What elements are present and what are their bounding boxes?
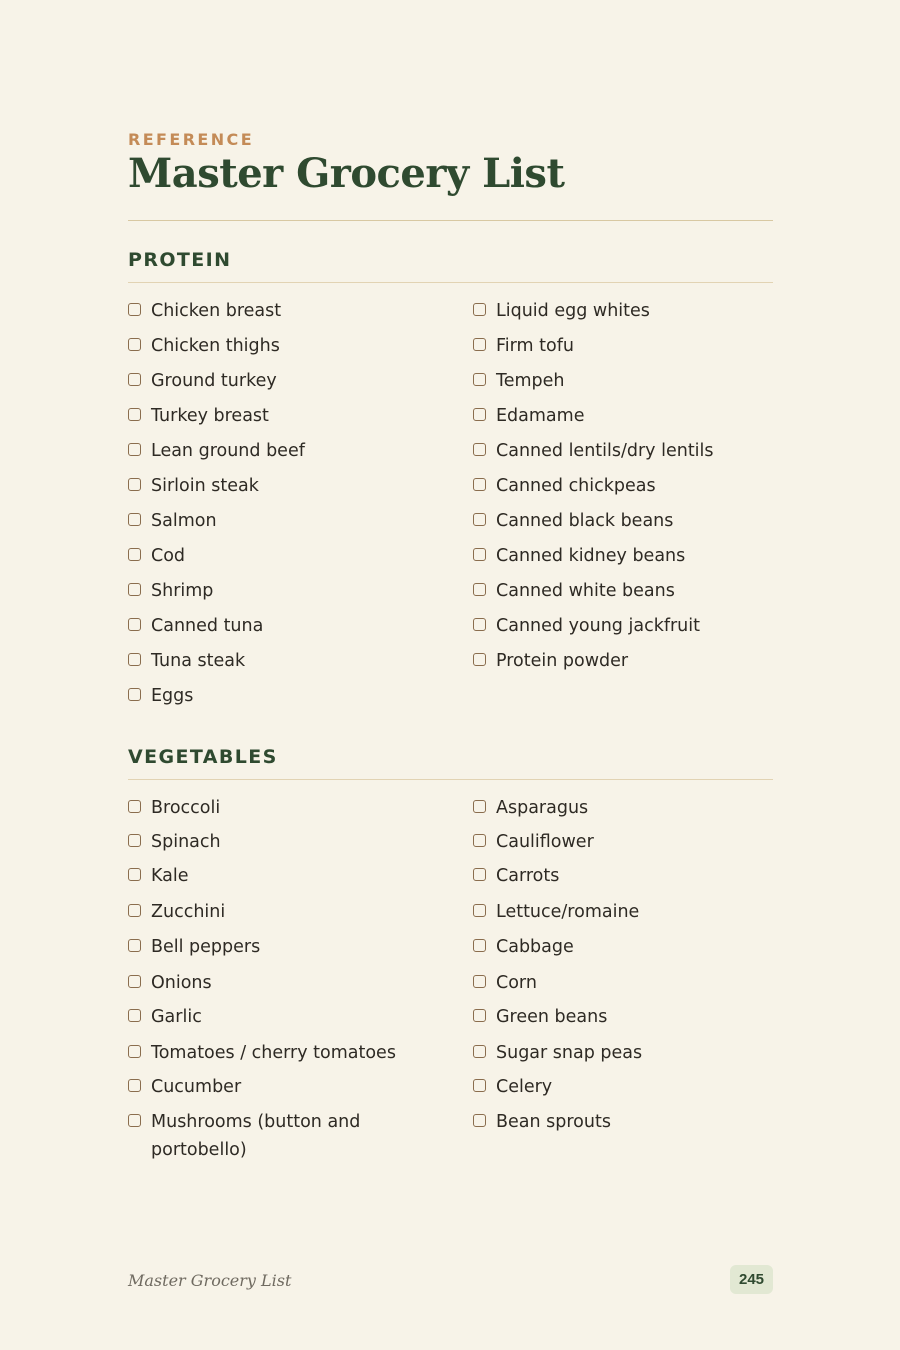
checkbox[interactable] — [473, 800, 486, 813]
item-label: Bean sprouts — [496, 1112, 611, 1132]
checkbox[interactable] — [128, 408, 141, 421]
item-label: Tempeh — [496, 371, 565, 391]
item-label: Cod — [151, 546, 186, 566]
checkbox[interactable] — [473, 904, 486, 917]
checkbox[interactable] — [473, 583, 486, 596]
checkbox[interactable] — [128, 1045, 141, 1058]
checkbox[interactable] — [128, 618, 141, 631]
item-label: Bell peppers — [151, 937, 261, 957]
item-label: Green beans — [496, 1007, 608, 1027]
checkbox[interactable] — [473, 834, 486, 847]
checkbox[interactable] — [128, 653, 141, 666]
protein-columns — [128, 297, 773, 777]
checkbox[interactable] — [473, 975, 486, 988]
checklist-item[interactable] — [473, 1003, 793, 1031]
eyebrow-label: REFERENCE — [128, 130, 255, 149]
checklist-item[interactable] — [473, 969, 793, 997]
item-label: Canned white beans — [496, 581, 675, 601]
item-label: Onions — [151, 973, 212, 993]
checkbox[interactable] — [128, 1079, 141, 1092]
checklist-item[interactable] — [128, 647, 448, 675]
checklist-item[interactable] — [128, 794, 448, 822]
checklist-item[interactable] — [128, 1073, 448, 1101]
item-label: Asparagus — [496, 798, 589, 818]
checklist-item[interactable] — [473, 1108, 793, 1136]
checkbox[interactable] — [473, 1114, 486, 1127]
item-label: Turkey breast — [151, 406, 269, 426]
checklist-item[interactable] — [473, 1073, 793, 1101]
checkbox[interactable] — [128, 975, 141, 988]
checkbox[interactable] — [128, 583, 141, 596]
item-label: Chicken breast — [151, 301, 282, 321]
checklist-item[interactable] — [473, 647, 793, 675]
item-label: Firm tofu — [496, 336, 574, 356]
checklist-item[interactable] — [473, 402, 793, 430]
item-label: Canned kidney beans — [496, 546, 686, 566]
checklist-item[interactable] — [128, 612, 448, 640]
checklist-item[interactable] — [128, 969, 448, 997]
item-label: Broccoli — [151, 798, 221, 818]
checkbox[interactable] — [473, 408, 486, 421]
vegetables-section — [128, 745, 773, 1274]
checkbox[interactable] — [473, 303, 486, 316]
item-label: Shrimp — [151, 581, 214, 601]
checklist-item[interactable] — [473, 577, 793, 605]
checkbox[interactable] — [128, 373, 141, 386]
checklist-item[interactable] — [473, 332, 793, 360]
page-title: Master Grocery List — [128, 150, 565, 197]
section-divider — [128, 282, 773, 283]
item-label: Spinach — [151, 832, 221, 852]
item-label: Salmon — [151, 511, 217, 531]
checklist-item[interactable] — [128, 437, 448, 465]
checkbox[interactable] — [473, 443, 486, 456]
item-label: Carrots — [496, 866, 560, 886]
checkbox[interactable] — [128, 548, 141, 561]
checklist-item[interactable] — [473, 367, 793, 395]
section-divider — [128, 779, 773, 780]
checkbox[interactable] — [128, 834, 141, 847]
checklist-item[interactable] — [473, 794, 793, 822]
page-number-badge: 245 — [730, 1265, 773, 1294]
checkbox[interactable] — [473, 868, 486, 881]
section-title: PROTEIN — [128, 249, 232, 271]
item-label: Chicken thighs — [151, 336, 280, 356]
item-label: Canned lentils/dry lentils — [496, 441, 714, 461]
checkbox[interactable] — [128, 478, 141, 491]
item-label: Canned chickpeas — [496, 476, 656, 496]
checkbox[interactable] — [473, 373, 486, 386]
checkbox[interactable] — [473, 513, 486, 526]
item-label: Garlic — [151, 1007, 202, 1027]
checkbox[interactable] — [473, 1045, 486, 1058]
checkbox[interactable] — [473, 1009, 486, 1022]
checkbox[interactable] — [128, 800, 141, 813]
item-label: Sugar snap peas — [496, 1043, 643, 1063]
page — [128, 0, 773, 1350]
checklist-item[interactable] — [128, 542, 448, 570]
checklist-item[interactable] — [128, 402, 448, 430]
item-label: Kale — [151, 866, 189, 886]
section-title: VEGETABLES — [128, 746, 278, 768]
checklist-item[interactable] — [128, 577, 448, 605]
checkbox[interactable] — [128, 939, 141, 952]
protein-section — [128, 248, 773, 777]
checkbox[interactable] — [128, 1009, 141, 1022]
item-label: Canned young jackfruit — [496, 616, 700, 636]
checklist-item[interactable] — [128, 682, 448, 710]
item-label: Lean ground beef — [151, 441, 305, 461]
item-label: Cabbage — [496, 937, 574, 957]
checklist-item[interactable] — [128, 472, 448, 500]
checklist-item[interactable] — [473, 612, 793, 640]
checklist-item[interactable] — [473, 472, 793, 500]
checklist-item[interactable] — [128, 1003, 448, 1031]
checklist-item[interactable] — [128, 297, 448, 325]
checklist-item[interactable] — [128, 507, 448, 535]
checkbox[interactable] — [128, 443, 141, 456]
checklist-item[interactable] — [473, 437, 793, 465]
checklist-item[interactable] — [473, 862, 793, 890]
checkbox[interactable] — [473, 478, 486, 491]
item-label: Canned tuna — [151, 616, 264, 636]
checklist-item[interactable] — [128, 332, 448, 360]
checklist-item[interactable] — [473, 507, 793, 535]
checklist-item[interactable] — [128, 933, 448, 961]
checkbox[interactable] — [128, 1114, 141, 1127]
checkbox[interactable] — [473, 1079, 486, 1092]
checklist-item[interactable] — [128, 1108, 398, 1164]
checkbox[interactable] — [473, 653, 486, 666]
item-label: Eggs — [151, 686, 194, 706]
checklist-item[interactable] — [473, 1039, 793, 1067]
item-label: Celery — [496, 1077, 553, 1097]
item-label: Ground turkey — [151, 371, 277, 391]
checkbox[interactable] — [473, 338, 486, 351]
checkbox[interactable] — [473, 939, 486, 952]
vegetables-columns — [128, 794, 773, 1274]
checkbox[interactable] — [128, 513, 141, 526]
checkbox[interactable] — [128, 868, 141, 881]
checkbox[interactable] — [128, 338, 141, 351]
checklist-item[interactable] — [473, 898, 793, 926]
item-label: Corn — [496, 973, 537, 993]
item-label: Protein powder — [496, 651, 629, 671]
title-divider — [128, 220, 773, 221]
item-label: Liquid egg whites — [496, 301, 650, 321]
checklist-item[interactable] — [473, 542, 793, 570]
item-label: Edamame — [496, 406, 585, 426]
checkbox[interactable] — [473, 618, 486, 631]
checklist-item[interactable] — [128, 828, 448, 856]
item-label: Sirloin steak — [151, 476, 259, 496]
checkbox[interactable] — [128, 688, 141, 701]
checklist-item[interactable] — [473, 297, 793, 325]
checkbox[interactable] — [128, 904, 141, 917]
item-label: Tuna steak — [151, 651, 246, 671]
item-label: Mushrooms (button and portobello) — [151, 1112, 361, 1160]
item-label: Zucchini — [151, 902, 226, 922]
item-label: Tomatoes / cherry tomatoes — [151, 1043, 396, 1063]
checklist-item[interactable] — [128, 1039, 448, 1067]
item-label: Lettuce/romaine — [496, 902, 640, 922]
item-label: Canned black beans — [496, 511, 674, 531]
checkbox[interactable] — [128, 303, 141, 316]
item-label: Cucumber — [151, 1077, 242, 1097]
checklist-item[interactable] — [128, 862, 448, 890]
item-label: Cauliflower — [496, 832, 594, 852]
checklist-item[interactable] — [128, 367, 448, 395]
checklist-item[interactable] — [473, 933, 793, 961]
checklist-item[interactable] — [473, 828, 793, 856]
checklist-item[interactable] — [128, 898, 448, 926]
running-footer-title: Master Grocery List — [128, 1271, 292, 1290]
checkbox[interactable] — [473, 548, 486, 561]
